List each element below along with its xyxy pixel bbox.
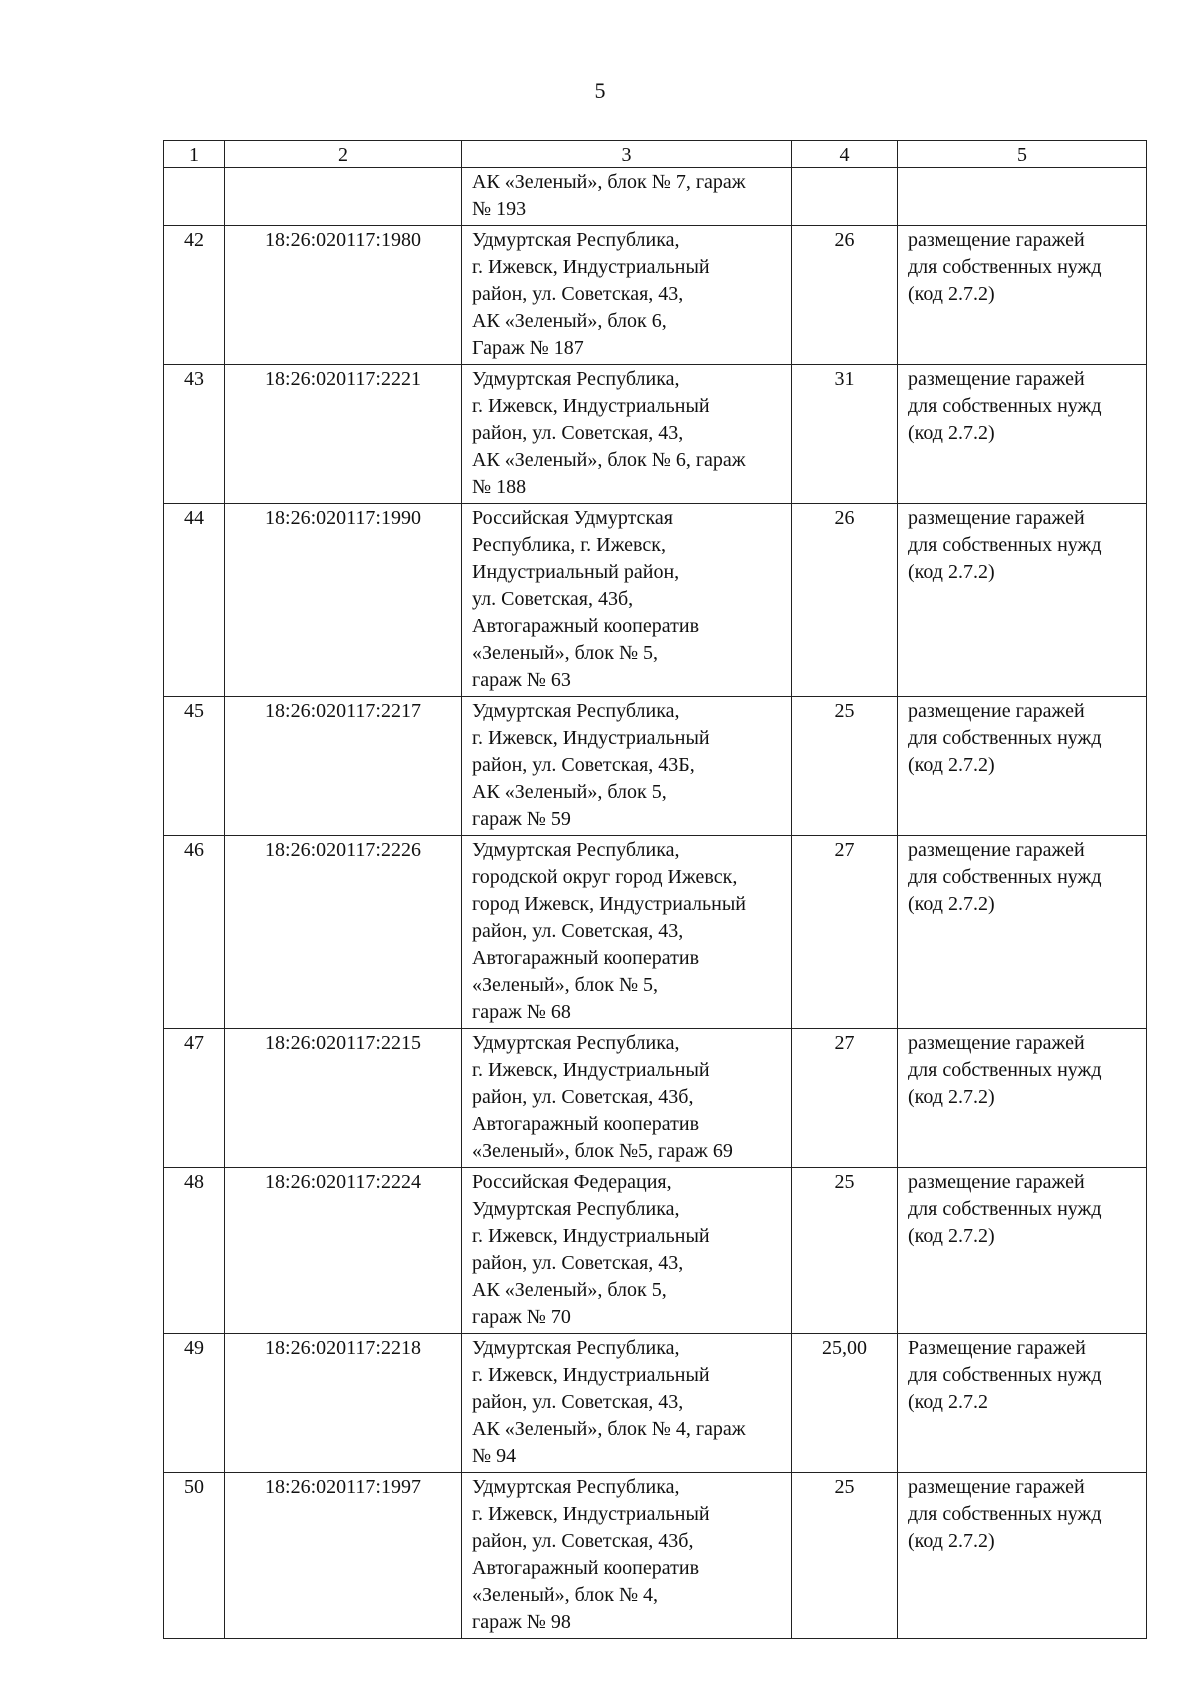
permitted-use-line: (код 2.7.2) [908, 1530, 995, 1552]
permitted-use-line: для собственных нужд [908, 727, 1102, 749]
permitted-use-line: размещение гаражей [908, 507, 1085, 529]
permitted-use-line: Размещение гаражей [908, 1337, 1086, 1359]
permitted-use-line: для собственных нужд [908, 534, 1102, 556]
area-value: 26 [792, 504, 898, 697]
address-line: Удмуртская Республика, [472, 839, 680, 861]
address-line: г. Ижевск, Индустриальный [472, 1059, 710, 1081]
column-header-5: 5 [898, 141, 1147, 168]
permitted-use-line: размещение гаражей [908, 700, 1085, 722]
address-line: АК «Зеленый», блок 5, [472, 781, 667, 803]
address-line: район, ул. Советская, 43, [472, 920, 684, 942]
address-line: город Ижевск, Индустриальный [472, 893, 746, 915]
permitted-use-cell [898, 365, 1147, 504]
row-number: 46 [164, 836, 225, 1029]
address-line: Автогаражный кооператив [472, 1557, 700, 1579]
table-row [164, 365, 1147, 504]
cadastral-number [225, 168, 462, 226]
column-header-2: 2 [225, 141, 462, 168]
permitted-use-line: для собственных нужд [908, 256, 1102, 278]
address-line: АК «Зеленый», блок № 6, гараж [472, 449, 746, 471]
cadastral-number: 18:26:020117:2221 [225, 365, 462, 504]
permitted-use-cell [898, 697, 1147, 836]
address-line: гараж № 98 [472, 1611, 571, 1633]
cadastral-number: 18:26:020117:1990 [225, 504, 462, 697]
table-header-row [164, 141, 1147, 168]
permitted-use-cell [898, 168, 1147, 226]
cadastral-number: 18:26:020117:1997 [225, 1473, 462, 1639]
address-line: «Зеленый», блок №5, гараж 69 [472, 1140, 733, 1162]
permitted-use-line: размещение гаражей [908, 229, 1085, 251]
address-line: Автогаражный кооператив [472, 615, 700, 637]
permitted-use-cell [898, 1334, 1147, 1473]
address-line: Автогаражный кооператив [472, 1113, 700, 1135]
column-header-1: 1 [164, 141, 225, 168]
address-line: г. Ижевск, Индустриальный [472, 1503, 710, 1525]
permitted-use-line: для собственных нужд [908, 395, 1102, 417]
address-line: Удмуртская Республика, [472, 1032, 680, 1054]
address-line: АК «Зеленый», блок № 4, гараж [472, 1418, 746, 1440]
address-cell [462, 226, 792, 365]
address-line: гараж № 63 [472, 669, 571, 691]
area-value: 25 [792, 697, 898, 836]
row-number: 49 [164, 1334, 225, 1473]
permitted-use-line: для собственных нужд [908, 1503, 1102, 1525]
address-line: АК «Зеленый», блок № 7, гараж [472, 171, 746, 193]
permitted-use-cell [898, 226, 1147, 365]
permitted-use-line: для собственных нужд [908, 1364, 1102, 1386]
address-line: гараж № 68 [472, 1001, 571, 1023]
column-header-4: 4 [792, 141, 898, 168]
address-cell [462, 1473, 792, 1639]
permitted-use-line: (код 2.7.2) [908, 754, 995, 776]
address-line: АК «Зеленый», блок 6, [472, 310, 667, 332]
table-row [164, 1473, 1147, 1639]
area-value: 25 [792, 1168, 898, 1334]
table-row [164, 1168, 1147, 1334]
permitted-use-line: (код 2.7.2) [908, 893, 995, 915]
permitted-use-cell [898, 1029, 1147, 1168]
address-line: Удмуртская Республика, [472, 229, 680, 251]
address-line: № 94 [472, 1445, 517, 1467]
permitted-use-line: размещение гаражей [908, 1032, 1085, 1054]
address-line: Российская Удмуртская [472, 507, 673, 529]
address-cell [462, 168, 792, 226]
address-line: Индустриальный район, [472, 561, 680, 583]
column-header-3: 3 [462, 141, 792, 168]
area-value: 25,00 [792, 1334, 898, 1473]
address-line: г. Ижевск, Индустриальный [472, 1225, 710, 1247]
address-line: район, ул. Советская, 43, [472, 283, 684, 305]
permitted-use-line: (код 2.7.2) [908, 422, 995, 444]
address-line: Республика, г. Ижевск, [472, 534, 666, 556]
row-number: 45 [164, 697, 225, 836]
permitted-use-line: (код 2.7.2) [908, 1086, 995, 1108]
address-line: район, ул. Советская, 43, [472, 1391, 684, 1413]
permitted-use-line: для собственных нужд [908, 1059, 1102, 1081]
area-value: 25 [792, 1473, 898, 1639]
area-value [792, 168, 898, 226]
address-line: АК «Зеленый», блок 5, [472, 1279, 667, 1301]
table-row [164, 1029, 1147, 1168]
address-line: г. Ижевск, Индустриальный [472, 256, 710, 278]
row-number: 50 [164, 1473, 225, 1639]
address-line: № 193 [472, 198, 527, 220]
address-cell [462, 1168, 792, 1334]
address-line: гараж № 59 [472, 808, 571, 830]
address-cell [462, 1029, 792, 1168]
cadastral-number: 18:26:020117:2218 [225, 1334, 462, 1473]
table-row [164, 1334, 1147, 1473]
row-number: 47 [164, 1029, 225, 1168]
address-line: «Зеленый», блок № 4, [472, 1584, 659, 1606]
address-line: район, ул. Советская, 43, [472, 422, 684, 444]
permitted-use-line: (код 2.7.2) [908, 283, 995, 305]
row-number [164, 168, 225, 226]
permitted-use-line: размещение гаражей [908, 839, 1085, 861]
cadastral-number: 18:26:020117:2224 [225, 1168, 462, 1334]
address-line: Российская Федерация, [472, 1171, 672, 1193]
table-row [164, 836, 1147, 1029]
table-row [164, 504, 1147, 697]
address-line: г. Ижевск, Индустриальный [472, 395, 710, 417]
area-value: 27 [792, 836, 898, 1029]
address-cell [462, 504, 792, 697]
address-line: Удмуртская Республика, [472, 1198, 680, 1220]
page-number: 5 [594, 78, 606, 103]
permitted-use-cell [898, 836, 1147, 1029]
address-line: «Зеленый», блок № 5, [472, 642, 659, 664]
permitted-use-line: размещение гаражей [908, 368, 1085, 390]
address-line: Удмуртская Республика, [472, 368, 680, 390]
address-line: Удмуртская Республика, [472, 700, 680, 722]
address-line: городской округ город Ижевск, [472, 866, 738, 888]
address-line: Гараж № 187 [472, 337, 584, 359]
land-plots-table [163, 140, 1147, 1639]
address-cell [462, 365, 792, 504]
cadastral-number: 18:26:020117:2226 [225, 836, 462, 1029]
permitted-use-cell [898, 1168, 1147, 1334]
address-line: Удмуртская Республика, [472, 1476, 680, 1498]
permitted-use-line: для собственных нужд [908, 866, 1102, 888]
address-line: Удмуртская Республика, [472, 1337, 680, 1359]
cadastral-number: 18:26:020117:2215 [225, 1029, 462, 1168]
address-cell [462, 1334, 792, 1473]
permitted-use-cell [898, 504, 1147, 697]
permitted-use-line: (код 2.7.2) [908, 561, 995, 583]
address-line: № 188 [472, 476, 527, 498]
permitted-use-line: размещение гаражей [908, 1171, 1085, 1193]
address-line: «Зеленый», блок № 5, [472, 974, 659, 996]
address-cell [462, 836, 792, 1029]
table-body [164, 168, 1147, 1639]
address-line: район, ул. Советская, 43, [472, 1252, 684, 1274]
address-line: район, ул. Советская, 43б, [472, 1086, 694, 1108]
address-line: гараж № 70 [472, 1306, 571, 1328]
cadastral-number: 18:26:020117:2217 [225, 697, 462, 836]
table-row [164, 168, 1147, 226]
permitted-use-line: для собственных нужд [908, 1198, 1102, 1220]
address-line: район, ул. Советская, 43Б, [472, 754, 695, 776]
row-number: 42 [164, 226, 225, 365]
table-row [164, 697, 1147, 836]
address-line: ул. Советская, 43б, [472, 588, 634, 610]
row-number: 48 [164, 1168, 225, 1334]
permitted-use-line: размещение гаражей [908, 1476, 1085, 1498]
permitted-use-line: (код 2.7.2 [908, 1391, 988, 1413]
area-value: 26 [792, 226, 898, 365]
address-line: г. Ижевск, Индустриальный [472, 727, 710, 749]
cadastral-number: 18:26:020117:1980 [225, 226, 462, 365]
address-line: г. Ижевск, Индустриальный [472, 1364, 710, 1386]
row-number: 44 [164, 504, 225, 697]
permitted-use-line: (код 2.7.2) [908, 1225, 995, 1247]
permitted-use-cell [898, 1473, 1147, 1639]
area-value: 27 [792, 1029, 898, 1168]
table-row [164, 226, 1147, 365]
address-line: Автогаражный кооператив [472, 947, 700, 969]
area-value: 31 [792, 365, 898, 504]
row-number: 43 [164, 365, 225, 504]
address-cell [462, 697, 792, 836]
address-line: район, ул. Советская, 43б, [472, 1530, 694, 1552]
